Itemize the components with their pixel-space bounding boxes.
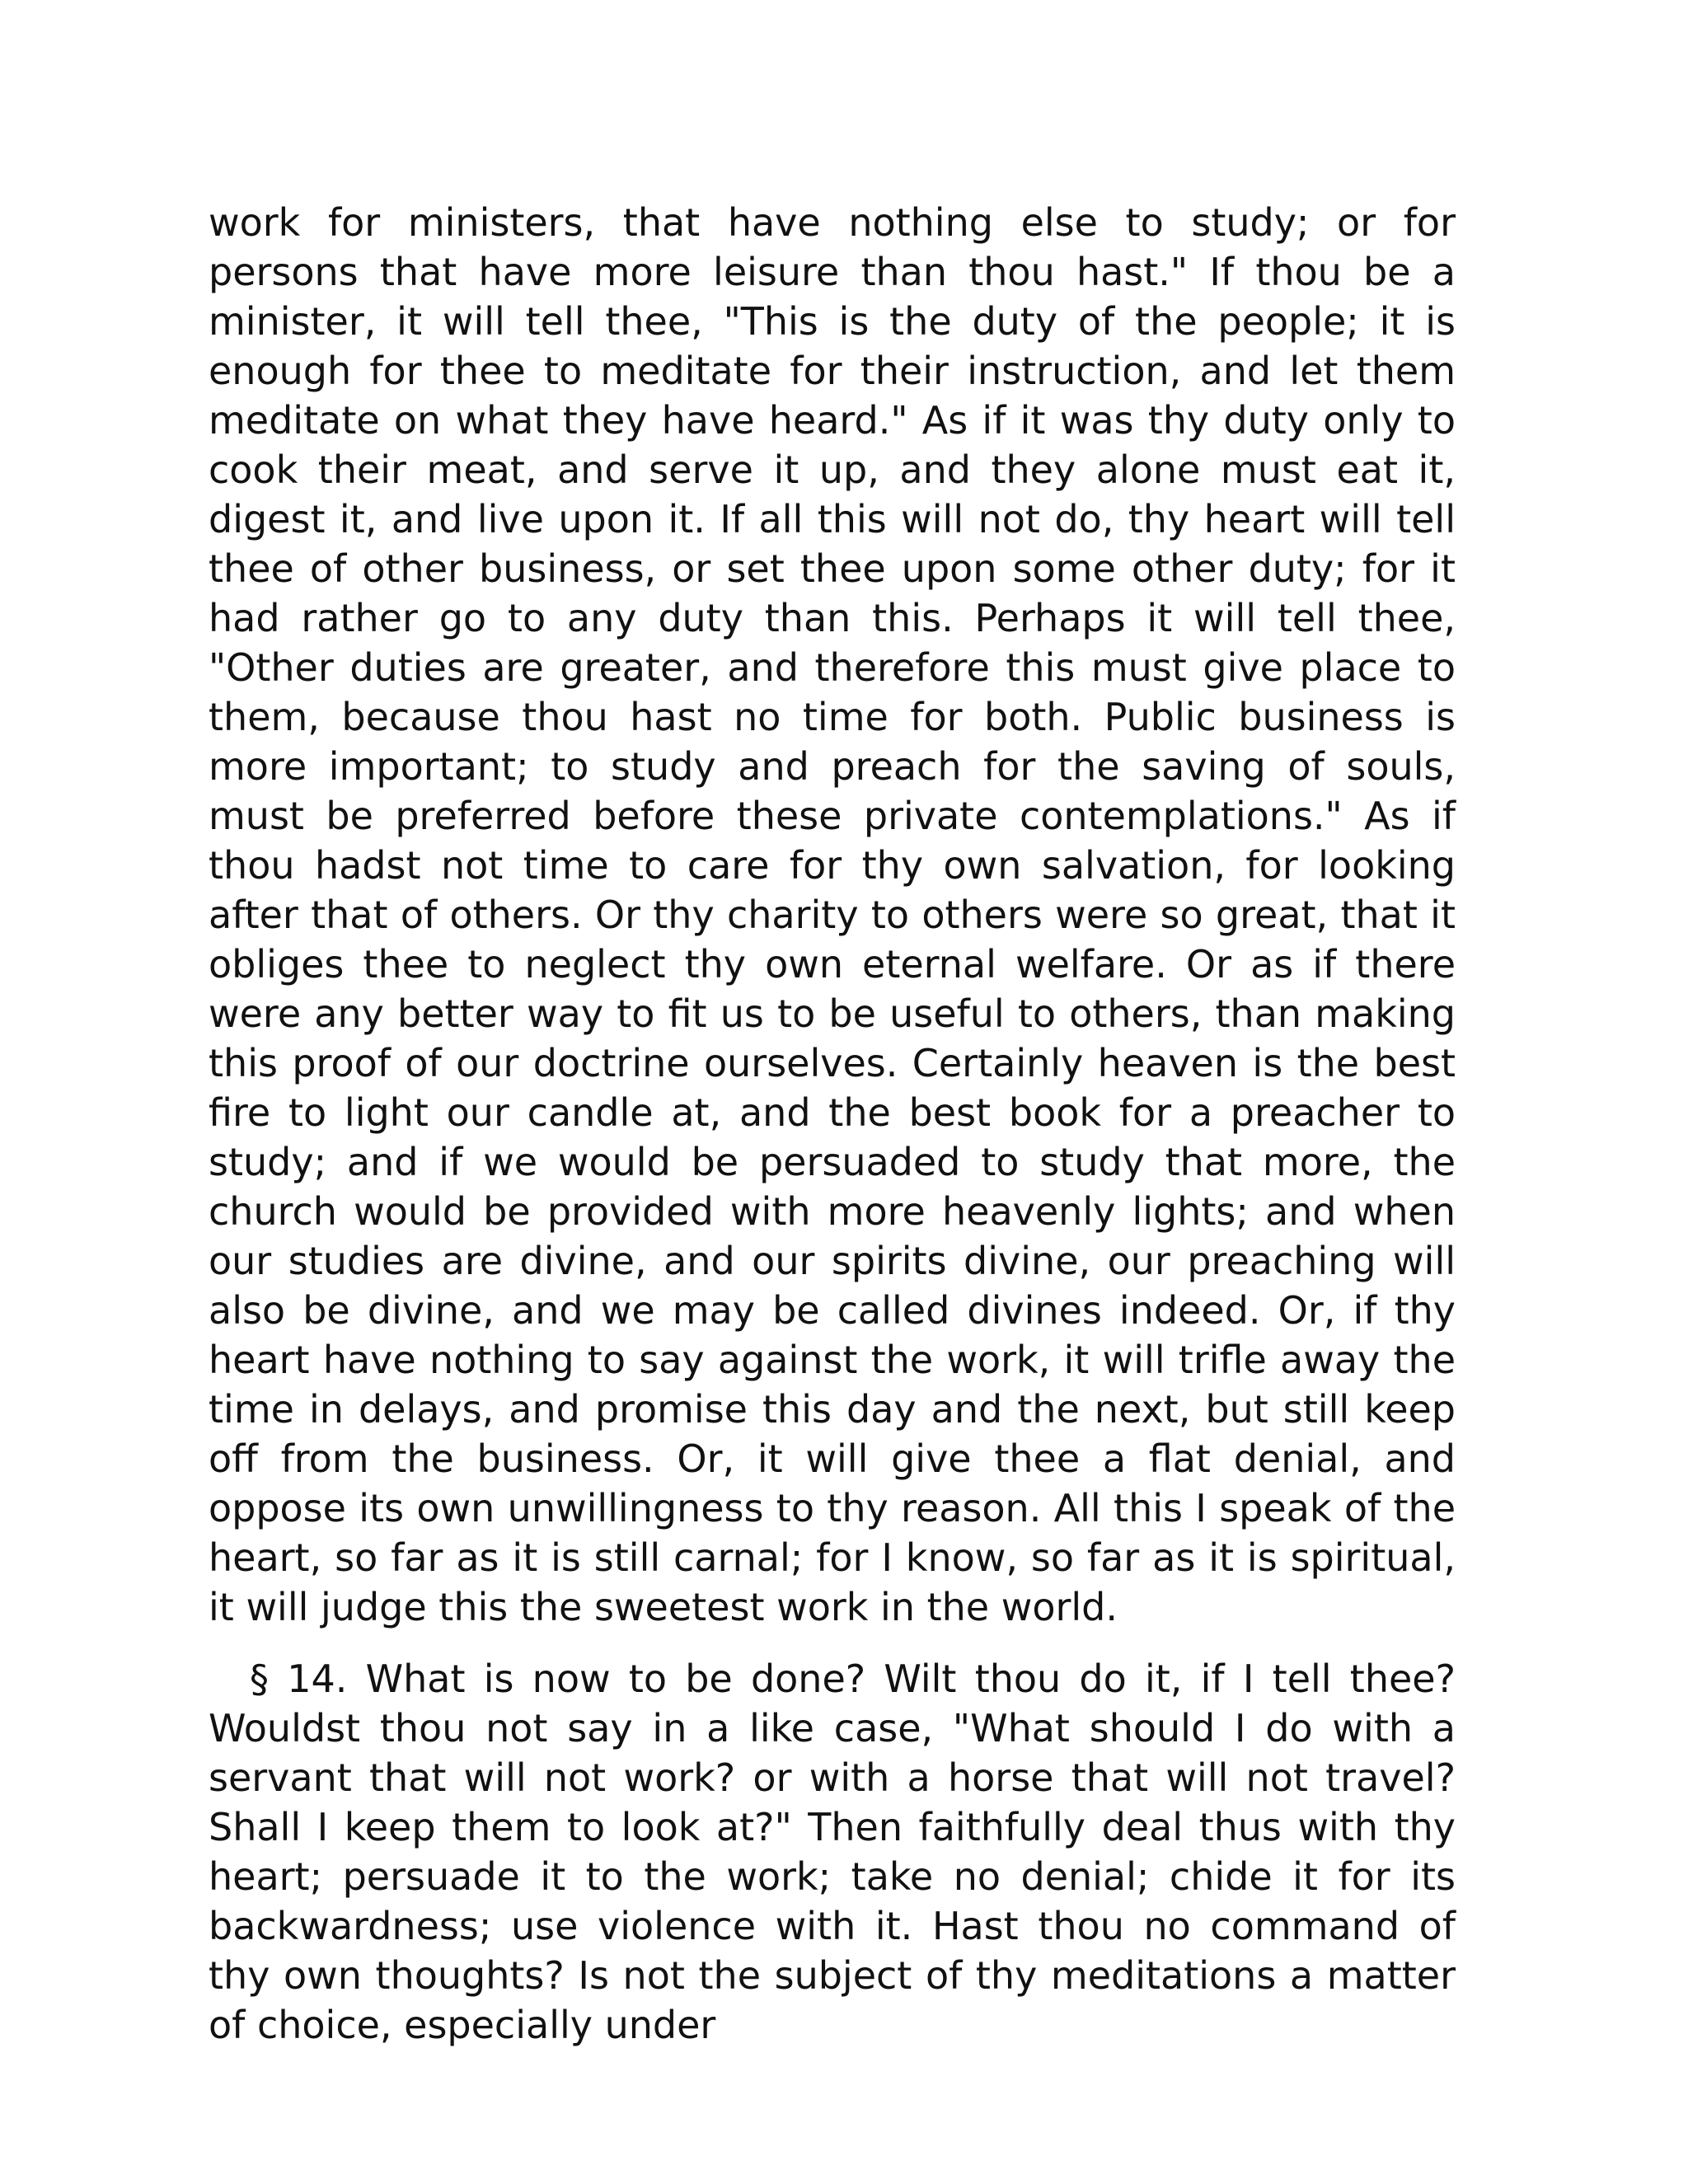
paragraph-section-14: § 14. What is now to be done? Wilt thou do it, if I tell thee? Wouldst thou not say in a like case, "What should I do with a servant that will not work? or with a horse that will not travel? Shall I keep them to look at?" Then faithfully deal thus with thy heart; persuade it to the work; take no denial; chide it for its backwardness; use violence with it. Hast thou no command of thy own thoughts? Is not the subject of thy meditations a matter of choice, especially under: [209, 1657, 1456, 2047]
document-page: [209, 198, 1456, 2050]
paragraph-continued: work for ministers, that have nothing else to study; or for persons that have more leisure than thou hast." If thou be a minister, it will tell thee, "This is the duty of the people; it is enough for thee to meditate for their instruction, and let them meditate on what they have heard." As if it was thy duty only to cook their meat, and serve it up, and they alone must eat it, digest it, and live upon it. If all this will not do, thy heart will tell thee of other business, or set thee upon some other duty; for it had rather go to any duty than this. Perhaps it will tell thee, "Other duties are greater, and therefore this must give place to them, because thou hast no time for both. Public business is more important; to study and preach for the saving of souls, must be preferred before these private contemplations." As if thou hadst not time to care for thy own salvation, for looking after that of others. Or thy charity to others were so great, that it obliges thee to neglect thy own eternal welfare. Or as if there were any better way to fit us to be useful to others, than making this proof of our doctrine ourselves. Certainly heaven is the best fire to light our candle at, and the best book for a preacher to study; and if we would be persuaded to study that more, the church would be provided with more heavenly lights; and when our studies are divine, and our spirits divine, our preaching will also be divine, and we may be called divines indeed. Or, if thy heart have nothing to say against the work, it will trifle away the time in delays, and promise this day and the next, but still keep off from the business. Or, it will give thee a flat denial, and oppose its own unwillingness to thy reason. All this I speak of the heart, so far as it is still carnal; for I know, so far as it is spiritual, it will judge this the sweetest work in the world.: [209, 200, 1456, 1629]
